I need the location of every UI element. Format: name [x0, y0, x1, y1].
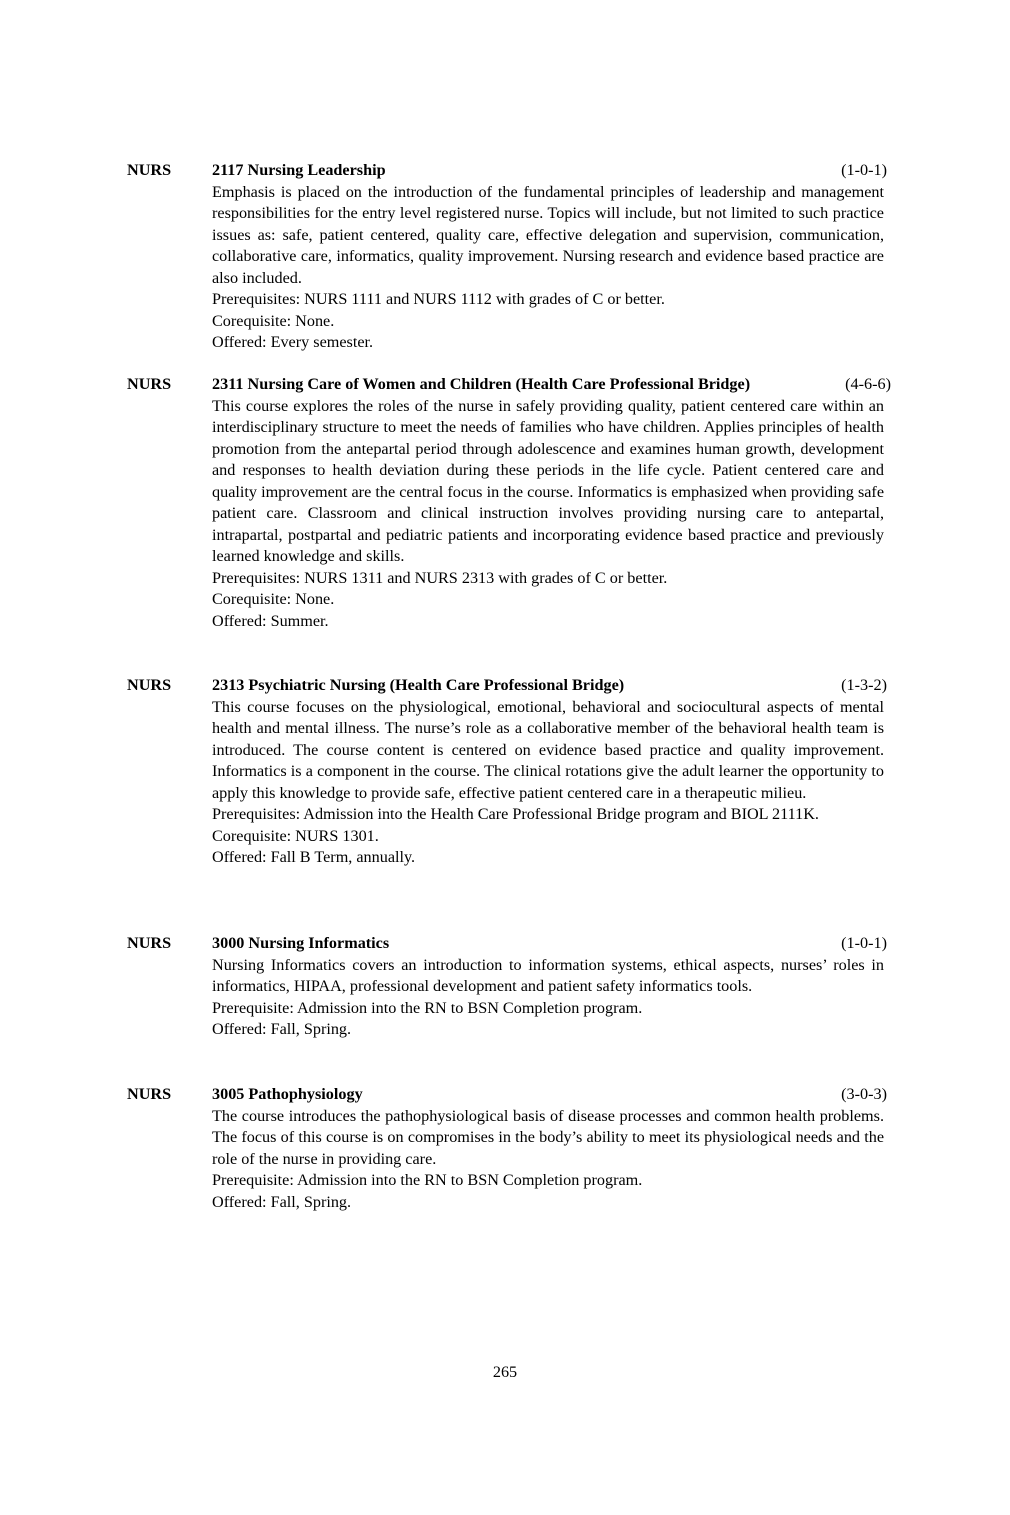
course-corequisite: Corequisite: None.: [212, 590, 335, 608]
course-credits: (1-3-2): [841, 676, 887, 694]
course-description: The course introduces the pathophysiological basis of disease processes and common health problems. The focus of this course is on compromises in the body’s ability to meet its physiological needs and the role of the nurse in providing care.: [212, 1106, 884, 1168]
course-offered: Offered: Every semester.: [212, 333, 374, 351]
course-entry-nurs-2313: [127, 675, 887, 869]
course-description: Nursing Informatics covers an introduction to information systems, ethical aspects, nurses’ roles in informatics, HIPAA, professional development and patient safety informatics tools.: [212, 955, 884, 995]
course-offered: Offered: Fall, Spring.: [212, 1192, 352, 1211]
course-body: [212, 697, 884, 869]
course-entry-nurs-2311: [127, 374, 891, 632]
course-heading: [127, 160, 887, 182]
course-subject: NURS: [127, 1085, 172, 1103]
course-description: Emphasis is placed on the introduction of the fundamental principles of leadership and management responsibilities for the entry level registered nurse. Topics will include, but not limited to such practice issues as: safe, patient centered, quality care, effective delegation and supervision, communication, collaborative care, informatics, quality improvement. Nursing research and evidence based practice are also included.: [212, 182, 884, 287]
course-description: This course focuses on the physiological, emotional, behavioral and sociocultural aspects of mental health and mental illness. The nurse’s role as a collaborative member of the behavioral health team is introduced. The course content is centered on evidence based practice and quality improvement. Informatics is a component in the course. The clinical rotations give the adult learner the opportunity to apply this knowledge to provide safe, effective patient centered care in a therapeutic milieu.: [212, 697, 884, 802]
course-offered: Offered: Summer.: [212, 611, 329, 630]
course-body: [212, 182, 884, 354]
course-title: 2311 Nursing Care of Women and Children (Health Care Professional Bridge): [212, 375, 751, 393]
course-prerequisites: Prerequisite: Admission into the RN to BSN Completion program.: [212, 998, 643, 1017]
course-description: This course explores the roles of the nurse in safely providing quality, patient centered care within an interdisciplinary structure to meet the needs of families who have children. Applies principles of health promotion from the antepartal period through adolescence and examines human growth, development and responses to health deviation during these periods in the life cycle. Patient centered care and quality improvement are the central focus in the course. Informatics is emphasized when providing safe patient care. Classroom and clinical instruction involves providing nursing care to antepartal, intrapartal, postpartal and pediatric patients and incorporating evidence based practice and previously learned knowledge and skills.: [212, 396, 884, 565]
course-entry-nurs-2117: [127, 160, 887, 354]
course-body: [212, 1106, 884, 1214]
course-subject: NURS: [127, 161, 172, 179]
course-credits: (1-0-1): [841, 934, 887, 952]
course-prerequisites: Prerequisite: Admission into the RN to BSN Completion program.: [212, 1171, 643, 1189]
course-heading: [127, 374, 891, 396]
course-subject: NURS: [127, 375, 172, 393]
course-title: 2117 Nursing Leadership: [212, 161, 386, 179]
course-offered: Offered: Fall, Spring.: [212, 1020, 352, 1038]
course-prerequisites: Prerequisites: NURS 1111 and NURS 1112 with grades of C or better.: [212, 290, 665, 308]
course-corequisite: Corequisite: NURS 1301.: [212, 826, 379, 845]
course-heading: [127, 675, 887, 697]
course-entry-nurs-3000: [127, 933, 887, 1041]
course-prerequisites: Prerequisites: Admission into the Health Care Professional Bridge program and BIOL 2111K.: [212, 805, 819, 823]
course-corequisite: Corequisite: None.: [212, 311, 335, 330]
course-subject: NURS: [127, 934, 172, 952]
course-credits: (1-0-1): [841, 161, 887, 179]
course-credits: (4-6-6): [845, 375, 891, 393]
course-body: [212, 396, 884, 633]
course-prerequisites: Prerequisites: NURS 1311 and NURS 2313 with grades of C or better.: [212, 568, 668, 587]
course-title: 2313 Psychiatric Nursing (Health Care Professional Bridge): [212, 676, 625, 694]
page-number: 265: [492, 1363, 518, 1381]
course-title: 3000 Nursing Informatics: [212, 934, 390, 952]
course-heading: [127, 1084, 887, 1106]
course-offered: Offered: Fall B Term, annually.: [212, 848, 416, 866]
course-title: 3005 Pathophysiology: [212, 1085, 363, 1103]
course-subject: NURS: [127, 676, 172, 694]
course-entry-nurs-3005: [127, 1084, 887, 1213]
course-body: [212, 955, 884, 1041]
course-heading: [127, 933, 887, 955]
course-credits: (3-0-3): [841, 1085, 887, 1103]
